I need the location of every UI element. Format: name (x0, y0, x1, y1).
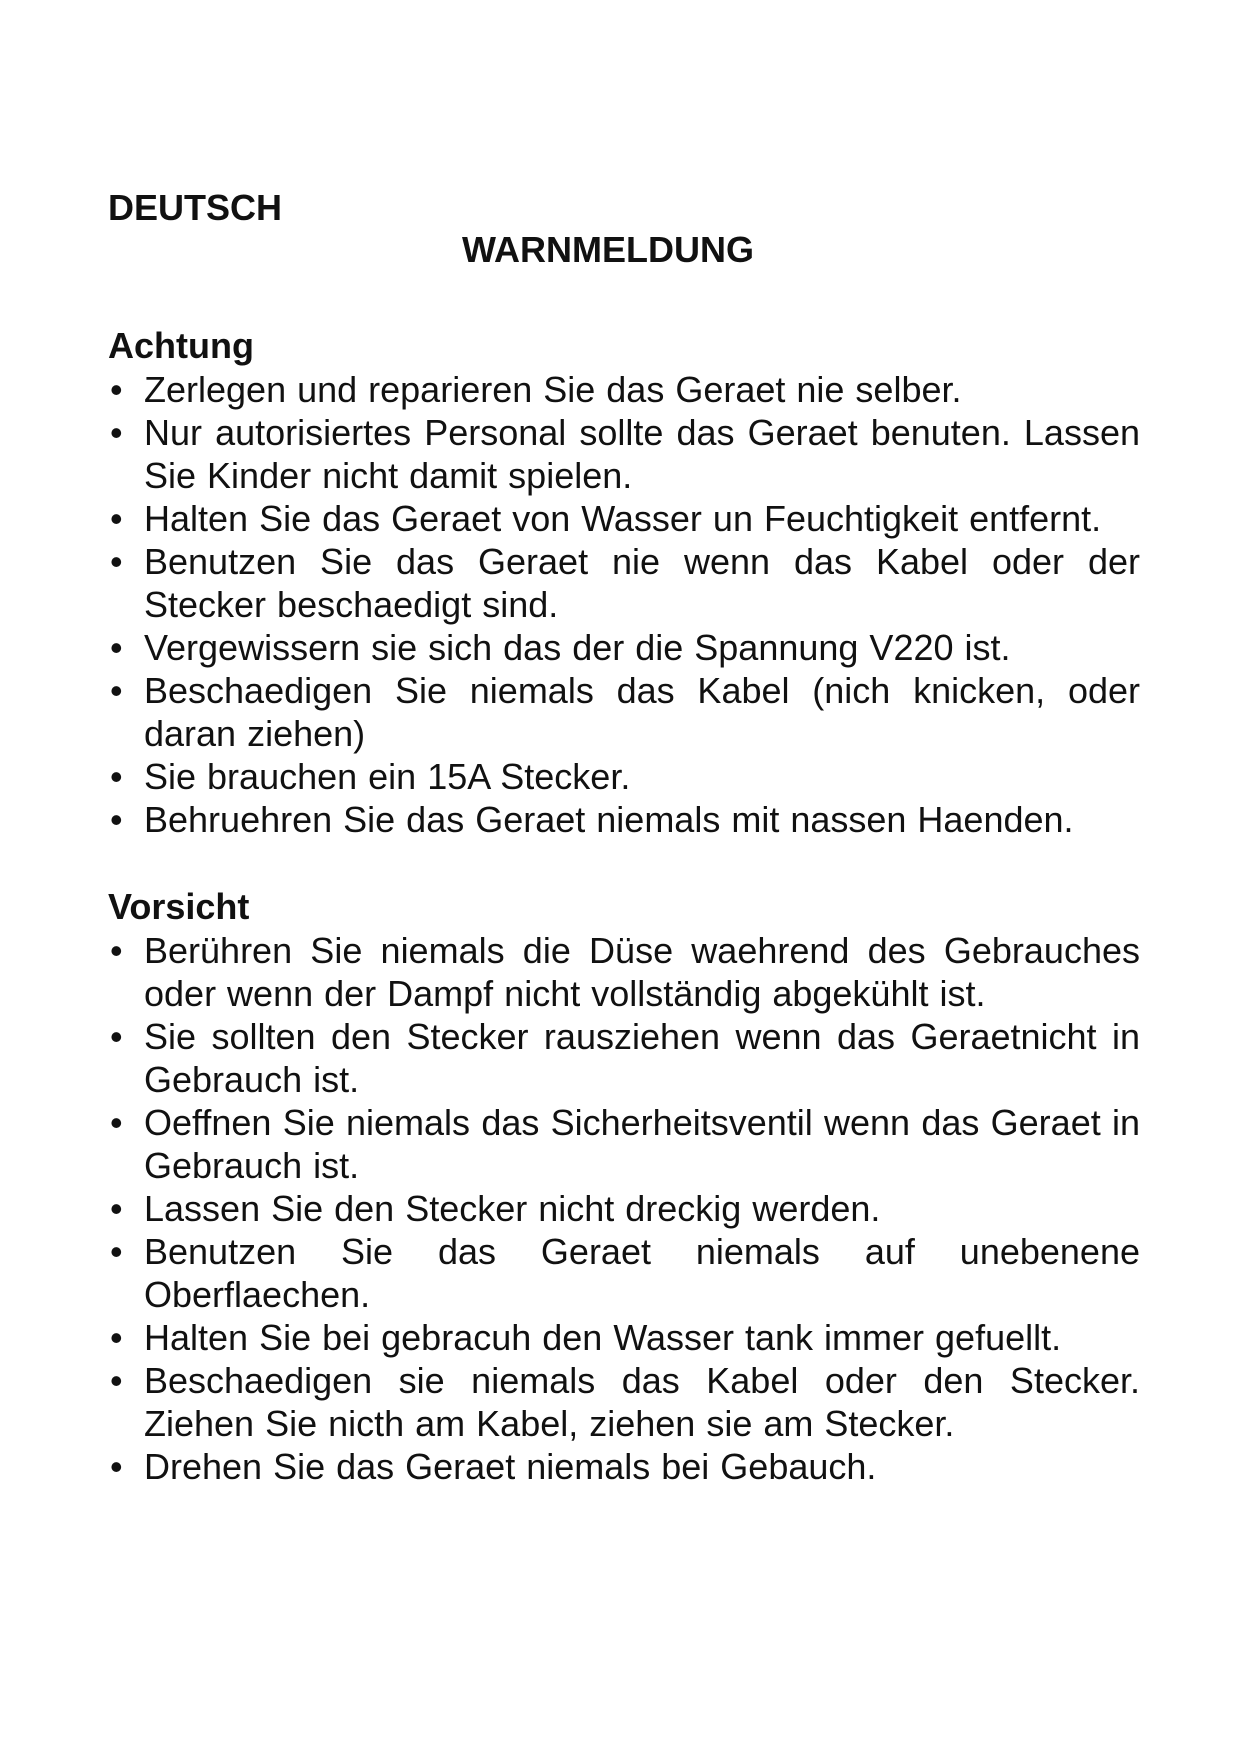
bullet-icon: • (110, 1360, 123, 1401)
bullet-icon: • (110, 1446, 123, 1487)
bullet-icon: • (110, 1016, 123, 1057)
achtung-list (108, 368, 1140, 841)
list-item-text: Drehen Sie das Geraet niemals bei Gebauch. (144, 1446, 877, 1487)
vorsicht-list (108, 929, 1140, 1488)
bullet-icon: • (110, 930, 123, 971)
section-heading-achtung: Achtung (108, 325, 254, 366)
bullet-icon: • (110, 799, 123, 840)
list-item (108, 368, 1140, 411)
bullet-icon: • (110, 670, 123, 711)
section-vorsicht (108, 885, 1140, 1488)
document-page (108, 186, 1140, 1488)
section-heading-vorsicht: Vorsicht (108, 886, 250, 927)
list-item (108, 1187, 1140, 1230)
bullet-icon: • (110, 1317, 123, 1358)
bullet-icon: • (110, 1231, 123, 1272)
list-item-text: Sie brauchen ein 15A Stecker. (144, 756, 631, 797)
list-item-text: Berühren Sie niemals die Düse waehrend des Gebrauches oder wenn der Dampf nicht vollständig abgekühlt ist. (144, 930, 1140, 1014)
section-achtung (108, 324, 1140, 841)
bullet-icon: • (110, 1188, 123, 1229)
list-item (108, 929, 1140, 1015)
list-item-text: Oeffnen Sie niemals das Sicherheitsventil wenn das Geraet in Gebrauch ist. (144, 1102, 1140, 1186)
list-item (108, 1359, 1140, 1445)
list-item-text: Nur autorisiertes Personal sollte das Geraet benuten. Lassen Sie Kinder nicht damit spielen. (144, 412, 1140, 496)
list-item (108, 411, 1140, 497)
list-item-text: Beschaedigen sie niemals das Kabel oder den Stecker. Ziehen Sie nicth am Kabel, ziehen sie am Stecker. (144, 1360, 1140, 1444)
list-item-text: Sie sollten den Stecker rausziehen wenn das Geraetnicht in Gebrauch ist. (144, 1016, 1140, 1100)
bullet-icon: • (110, 412, 123, 453)
bullet-icon: • (110, 1102, 123, 1143)
list-item (108, 669, 1140, 755)
bullet-icon: • (110, 627, 123, 668)
bullet-icon: • (110, 498, 123, 539)
list-item (108, 497, 1140, 540)
list-item (108, 798, 1140, 841)
list-item (108, 1230, 1140, 1316)
bullet-icon: • (110, 756, 123, 797)
list-item (108, 626, 1140, 669)
list-item-text: Benutzen Sie das Geraet nie wenn das Kabel oder der Stecker beschaedigt sind. (144, 541, 1140, 625)
list-item-text: Lassen Sie den Stecker nicht dreckig werden. (144, 1188, 881, 1229)
list-item-text: Behruehren Sie das Geraet niemals mit nassen Haenden. (144, 799, 1074, 840)
language-label: DEUTSCH (108, 187, 283, 228)
list-item (108, 540, 1140, 626)
list-item-text: Halten Sie das Geraet von Wasser un Feuchtigkeit entfernt. (144, 498, 1102, 539)
bullet-icon: • (110, 541, 123, 582)
list-item (108, 1445, 1140, 1488)
list-item-text: Benutzen Sie das Geraet niemals auf unebenene Oberflaechen. (144, 1231, 1140, 1315)
list-item-text: Zerlegen und reparieren Sie das Geraet nie selber. (144, 369, 962, 410)
bullet-icon: • (110, 369, 123, 410)
list-item (108, 1015, 1140, 1101)
document-title: WARNMELDUNG (462, 229, 754, 270)
list-item-text: Beschaedigen Sie niemals das Kabel (nich knicken, oder daran ziehen) (144, 670, 1140, 754)
list-item (108, 755, 1140, 798)
list-item-text: Vergewissern sie sich das der die Spannung V220 ist. (144, 627, 1011, 668)
list-item (108, 1316, 1140, 1359)
list-item (108, 1101, 1140, 1187)
list-item-text: Halten Sie bei gebracuh den Wasser tank immer gefuellt. (144, 1317, 1062, 1358)
